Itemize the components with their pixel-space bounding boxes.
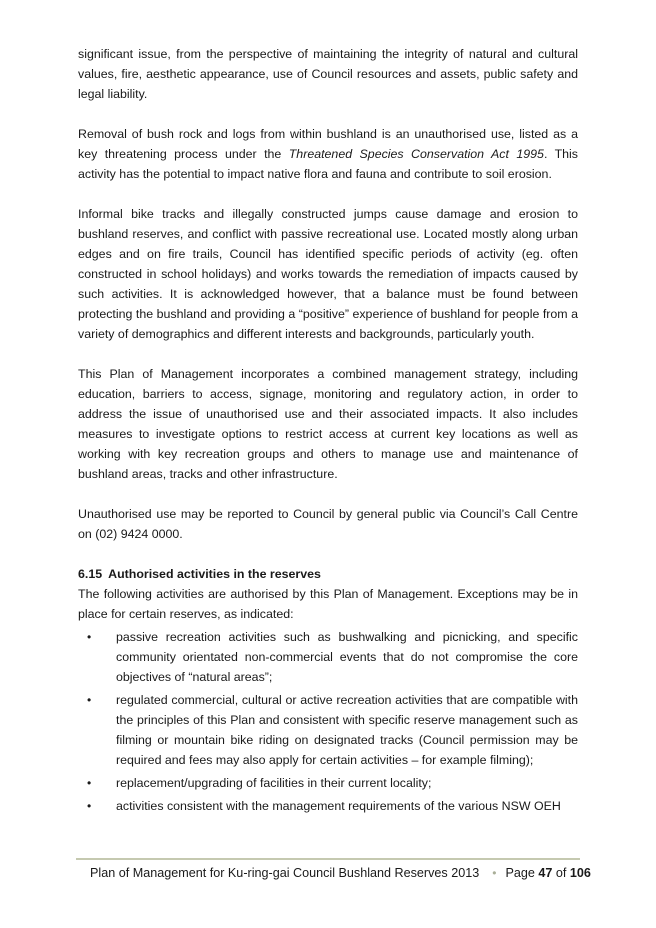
list-item-text: regulated commercial, cultural or active recreation activities that are compatible with the principles of this Plan and consistent with specific reserve management such as filming or mountain bike riding on designated tracks (Council permission may be required and fees may also apply for certain activities – for example filming); — [116, 693, 578, 767]
section-title: Authorised activities in the reserves — [108, 567, 321, 581]
paragraph-bike-tracks: Informal bike tracks and illegally constructed jumps cause damage and erosion to bushland reserves, and conflict with passive recreational use. Located mostly along urban edges and on fire trails, Council has identified specific periods of activity (eg. often constructed in school holidays) and works towards the remediation of impacts caused by such activities. It is acknowledged however, that a balance must be found between protecting the bushland and providing a “positive” experience of bushland for people from a variety of demographics and different interests and backgrounds, particularly youth. — [78, 207, 578, 341]
footer-title: Plan of Management for Ku-ring-gai Council Bushland Reserves 2013 — [90, 866, 480, 880]
bullet-icon: • — [87, 799, 92, 813]
list-item — [78, 627, 578, 687]
list-item-text: replacement/upgrading of facilities in their current locality; — [116, 776, 432, 790]
document-body — [78, 44, 578, 816]
paragraph-management-strategy: This Plan of Management incorporates a combined management strategy, including education, barriers to access, signage, monitoring and regulatory action, in order to address the issue of unauthorised use and their associated impacts. It also includes measures to investigate options to restrict access at current key locations as well as working with key recreation groups and others to manage use and maintenance of bushland areas, tracks and other infrastructure. — [78, 367, 578, 481]
page-total: 106 — [569, 866, 591, 880]
act-title: Threatened Species Conservation Act 1995 — [288, 147, 544, 161]
page-current: 47 — [538, 866, 553, 880]
page-footer — [90, 866, 591, 880]
section-heading — [78, 564, 578, 584]
bullet-icon: • — [87, 776, 92, 790]
list-item — [78, 796, 578, 816]
authorised-activities-list — [78, 627, 578, 816]
section-intro: The following activities are authorised by this Plan of Management. Exceptions may be in place for certain reserves, as indicated: — [78, 587, 578, 621]
paragraph-text: . This activity has the potential to impact native flora and fauna and contribute to soil erosion. — [78, 147, 578, 181]
page-label: Page — [505, 866, 535, 880]
section-number: 6.15 — [78, 567, 103, 581]
bullet-icon: • — [87, 693, 92, 707]
bullet-icon: • — [87, 630, 92, 644]
list-item-text: passive recreation activities such as bushwalking and picnicking, and specific community orientated non-commercial events that do not compromise the core objectives of “natural areas”; — [116, 630, 578, 684]
list-item-text: activities consistent with the management requirements of the various NSW OEH — [116, 799, 561, 813]
list-item — [78, 690, 578, 770]
of-label: of — [555, 866, 567, 880]
footer-divider — [76, 858, 580, 860]
paragraph-significant-issue: significant issue, from the perspective of maintaining the integrity of natural and cultural values, fire, aesthetic appearance, use of Council resources and assets, public safety and legal liability. — [78, 47, 578, 101]
paragraph-reporting: Unauthorised use may be reported to Council by general public via Council’s Call Centre on (02) 9424 0000. — [78, 507, 578, 541]
paragraph-text: Removal of bush rock and logs from within bushland is an unauthorised use, listed as a key threatening process under the — [78, 127, 578, 161]
page-number — [505, 866, 590, 880]
footer-separator-dot-icon: • — [492, 866, 497, 880]
paragraph-bush-rock — [78, 124, 578, 184]
list-item — [78, 773, 578, 793]
